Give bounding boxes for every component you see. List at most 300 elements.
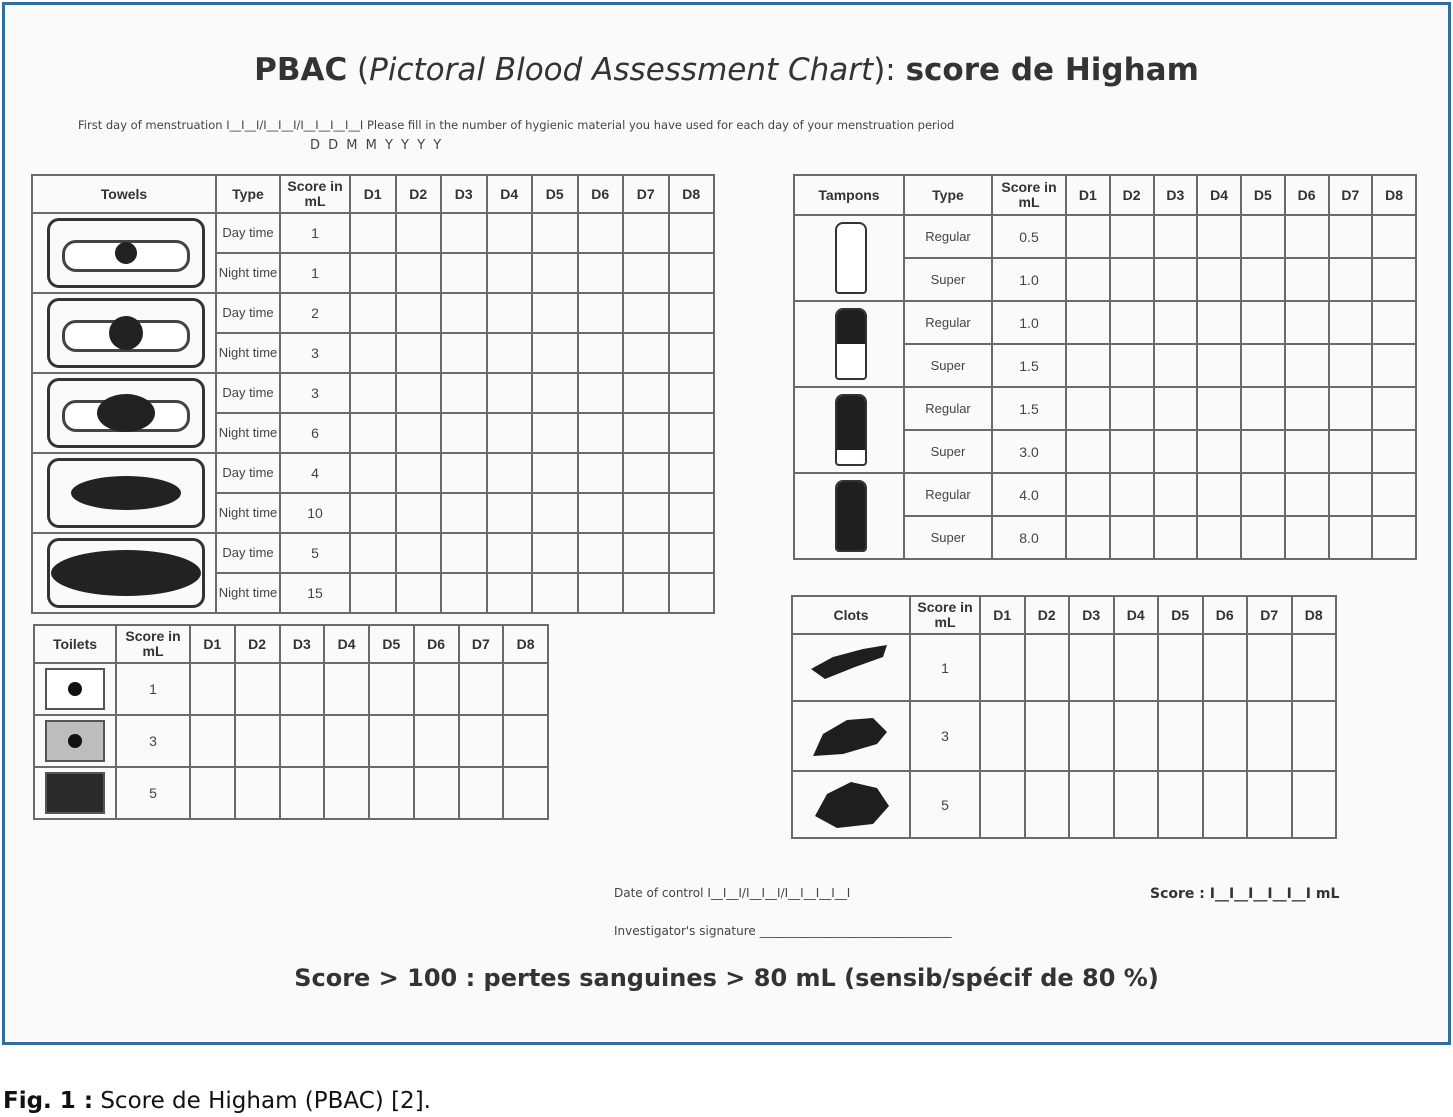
day-cell[interactable] <box>623 333 669 373</box>
day-header: D8 <box>503 625 548 663</box>
day-cell[interactable] <box>235 663 280 715</box>
day-cell[interactable] <box>1292 771 1337 838</box>
day-cell[interactable] <box>503 767 548 819</box>
day-cell[interactable] <box>503 715 548 767</box>
day-header: D1 <box>1066 175 1110 215</box>
score-cell: 1.5 <box>992 387 1066 430</box>
day-cell[interactable] <box>623 253 669 293</box>
day-cell[interactable] <box>1241 387 1285 430</box>
score-header: Score in mL <box>910 596 980 634</box>
type-cell: Super <box>904 344 992 387</box>
day-cell[interactable] <box>396 293 442 333</box>
instruction-text: Please fill in the number of hygienic material you have used for each day of your menstruation period <box>366 118 955 132</box>
toilet-icon <box>34 767 116 819</box>
day-cell[interactable] <box>578 493 624 533</box>
day-cell[interactable] <box>1203 634 1248 701</box>
day-cell[interactable] <box>1372 473 1416 516</box>
score-header: Score in mL <box>116 625 190 663</box>
day-cell[interactable] <box>487 493 533 533</box>
day-cell[interactable] <box>414 663 459 715</box>
day-cell[interactable] <box>190 663 235 715</box>
day-cell[interactable] <box>487 333 533 373</box>
day-cell[interactable] <box>1114 771 1159 838</box>
day-cell[interactable] <box>1066 387 1110 430</box>
day-cell[interactable] <box>669 573 715 613</box>
day-cell[interactable] <box>350 493 396 533</box>
day-cell[interactable] <box>1197 516 1241 559</box>
day-cell[interactable] <box>1154 344 1198 387</box>
day-cell[interactable] <box>623 293 669 333</box>
day-cell[interactable] <box>503 663 548 715</box>
day-cell[interactable] <box>1025 771 1070 838</box>
table-row <box>792 701 1336 771</box>
day-cell[interactable] <box>1110 430 1154 473</box>
score-cell: 1.0 <box>992 258 1066 301</box>
day-cell[interactable] <box>532 213 578 253</box>
score-cell: 1.0 <box>992 301 1066 344</box>
day-cell[interactable] <box>1329 258 1373 301</box>
day-cell[interactable] <box>441 293 487 333</box>
day-cell[interactable] <box>1241 258 1285 301</box>
score-cell: 0.5 <box>992 215 1066 258</box>
day-cell[interactable] <box>350 373 396 413</box>
day-cell[interactable] <box>487 453 533 493</box>
day-cell[interactable] <box>350 413 396 453</box>
day-cell[interactable] <box>578 213 624 253</box>
day-cell[interactable] <box>1158 771 1203 838</box>
day-cell[interactable] <box>396 573 442 613</box>
score-cell: 3.0 <box>992 430 1066 473</box>
day-cell[interactable] <box>441 573 487 613</box>
toilet-icon <box>34 663 116 715</box>
day-cell[interactable] <box>350 213 396 253</box>
day-cell[interactable] <box>669 253 715 293</box>
day-cell[interactable] <box>669 493 715 533</box>
type-cell: Day time <box>216 293 280 333</box>
score-cell: 6 <box>280 413 350 453</box>
type-cell: Regular <box>904 301 992 344</box>
day-cell[interactable] <box>396 333 442 373</box>
day-cell[interactable] <box>669 293 715 333</box>
day-cell[interactable] <box>1372 215 1416 258</box>
day-cell[interactable] <box>980 701 1025 771</box>
tampon-icon <box>794 301 904 387</box>
tampon-icon <box>794 473 904 559</box>
day-header: D7 <box>623 175 669 213</box>
day-cell[interactable] <box>578 373 624 413</box>
clot-icon <box>792 634 910 701</box>
towel-icon <box>32 373 216 453</box>
day-cell[interactable] <box>578 413 624 453</box>
day-header: D5 <box>1158 596 1203 634</box>
day-cell[interactable] <box>441 253 487 293</box>
day-cell[interactable] <box>280 663 325 715</box>
day-header: D4 <box>487 175 533 213</box>
day-cell[interactable] <box>1110 215 1154 258</box>
day-cell[interactable] <box>1285 430 1329 473</box>
day-cell[interactable] <box>623 373 669 413</box>
first-day-label: First day of menstruation <box>78 118 223 132</box>
day-cell[interactable] <box>532 453 578 493</box>
type-cell: Super <box>904 258 992 301</box>
score-cell: 1 <box>280 253 350 293</box>
day-cell[interactable] <box>1329 430 1373 473</box>
score-cell: 3 <box>116 715 190 767</box>
type-cell: Super <box>904 430 992 473</box>
day-cell[interactable] <box>1110 516 1154 559</box>
day-cell[interactable] <box>350 293 396 333</box>
day-cell[interactable] <box>623 213 669 253</box>
day-cell[interactable] <box>324 715 369 767</box>
day-cell[interactable] <box>487 413 533 453</box>
day-cell[interactable] <box>1154 387 1198 430</box>
day-cell[interactable] <box>1285 473 1329 516</box>
day-cell[interactable] <box>1292 701 1337 771</box>
date-format-hint: D D M M Y Y Y Y <box>310 138 444 153</box>
type-cell: Night time <box>216 253 280 293</box>
day-header: D3 <box>1154 175 1198 215</box>
day-cell[interactable] <box>324 767 369 819</box>
day-cell[interactable] <box>1329 516 1373 559</box>
day-cell[interactable] <box>532 333 578 373</box>
day-header: D1 <box>980 596 1025 634</box>
day-cell[interactable] <box>1110 387 1154 430</box>
day-cell[interactable] <box>1114 634 1159 701</box>
day-cell[interactable] <box>441 413 487 453</box>
day-cell[interactable] <box>235 715 280 767</box>
day-cell[interactable] <box>396 213 442 253</box>
day-cell[interactable] <box>1285 516 1329 559</box>
day-cell[interactable] <box>459 767 504 819</box>
day-cell[interactable] <box>1372 430 1416 473</box>
score-cell: 1 <box>910 634 980 701</box>
day-header: D2 <box>235 625 280 663</box>
towels-table <box>31 174 715 614</box>
day-cell[interactable] <box>369 715 414 767</box>
day-cell[interactable] <box>190 715 235 767</box>
day-cell[interactable] <box>1066 430 1110 473</box>
day-cell[interactable] <box>1158 634 1203 701</box>
score-cell: 1 <box>280 213 350 253</box>
day-header: D7 <box>1247 596 1292 634</box>
day-cell[interactable] <box>414 715 459 767</box>
day-cell[interactable] <box>1066 215 1110 258</box>
day-cell[interactable] <box>441 493 487 533</box>
day-cell[interactable] <box>578 453 624 493</box>
day-cell[interactable] <box>1066 516 1110 559</box>
day-cell[interactable] <box>1329 344 1373 387</box>
day-cell[interactable] <box>1241 430 1285 473</box>
day-cell[interactable] <box>669 333 715 373</box>
day-cell[interactable] <box>1197 258 1241 301</box>
table-row <box>794 387 1416 430</box>
day-cell[interactable] <box>1372 516 1416 559</box>
score-cell: 1.5 <box>992 344 1066 387</box>
day-cell[interactable] <box>1329 215 1373 258</box>
day-cell[interactable] <box>350 253 396 293</box>
day-cell[interactable] <box>1285 387 1329 430</box>
day-header: D7 <box>1329 175 1373 215</box>
day-cell[interactable] <box>1247 771 1292 838</box>
day-cell[interactable] <box>532 533 578 573</box>
day-cell[interactable] <box>980 634 1025 701</box>
day-cell[interactable] <box>1197 344 1241 387</box>
day-cell[interactable] <box>1114 701 1159 771</box>
type-header: Type <box>216 175 280 213</box>
day-cell[interactable] <box>669 453 715 493</box>
day-cell[interactable] <box>1241 516 1285 559</box>
tampon-icon <box>794 387 904 473</box>
day-header: D6 <box>1285 175 1329 215</box>
day-cell[interactable] <box>623 573 669 613</box>
date-of-control <box>614 886 850 900</box>
day-cell[interactable] <box>669 413 715 453</box>
day-cell[interactable] <box>1285 301 1329 344</box>
day-cell[interactable] <box>1203 771 1248 838</box>
toilet-icon <box>34 715 116 767</box>
day-cell[interactable] <box>280 715 325 767</box>
day-header: D5 <box>1241 175 1285 215</box>
day-cell[interactable] <box>396 373 442 413</box>
day-cell[interactable] <box>1154 258 1198 301</box>
tampon-icon <box>794 215 904 301</box>
day-cell[interactable] <box>396 253 442 293</box>
day-cell[interactable] <box>487 533 533 573</box>
day-cell[interactable] <box>1285 258 1329 301</box>
figure-caption: Fig. 1 : Score de Higham (PBAC) [2]. <box>3 1088 431 1114</box>
day-cell[interactable] <box>1197 387 1241 430</box>
day-cell[interactable] <box>1154 215 1198 258</box>
day-cell[interactable] <box>1197 215 1241 258</box>
day-cell[interactable] <box>532 373 578 413</box>
day-cell[interactable] <box>980 771 1025 838</box>
day-cell[interactable] <box>459 663 504 715</box>
day-cell[interactable] <box>1110 258 1154 301</box>
day-cell[interactable] <box>487 373 533 413</box>
day-cell[interactable] <box>1372 344 1416 387</box>
score-cell: 3 <box>280 373 350 413</box>
day-cell[interactable] <box>1197 430 1241 473</box>
day-cell[interactable] <box>350 533 396 573</box>
day-cell[interactable] <box>1110 473 1154 516</box>
type-cell: Day time <box>216 373 280 413</box>
table-row <box>794 473 1416 516</box>
score-cell: 4.0 <box>992 473 1066 516</box>
day-cell[interactable] <box>578 573 624 613</box>
day-header: D2 <box>1025 596 1070 634</box>
day-header: D6 <box>1203 596 1248 634</box>
day-header: D8 <box>1292 596 1337 634</box>
day-cell[interactable] <box>441 373 487 413</box>
day-cell[interactable] <box>578 533 624 573</box>
day-cell[interactable] <box>623 533 669 573</box>
day-cell[interactable] <box>1066 301 1110 344</box>
day-cell[interactable] <box>623 493 669 533</box>
date-of-control-field: I__I__I/I__I__I/I__I__I__I__I <box>707 886 851 900</box>
day-cell[interactable] <box>396 453 442 493</box>
tampons-header: Tampons <box>794 175 904 215</box>
day-cell[interactable] <box>1247 634 1292 701</box>
day-cell[interactable] <box>1241 215 1285 258</box>
score-total-field: I__I__I__I__I__I mL <box>1209 886 1340 902</box>
day-cell[interactable] <box>1285 344 1329 387</box>
score-cell: 3 <box>280 333 350 373</box>
summary-text: Score > 100 : pertes sanguines > 80 mL (sensib/spécif de 80 %) <box>294 964 1159 992</box>
score-cell: 5 <box>910 771 980 838</box>
score-cell: 3 <box>910 701 980 771</box>
day-cell[interactable] <box>441 453 487 493</box>
day-cell[interactable] <box>532 493 578 533</box>
table-row <box>32 453 714 493</box>
score-cell: 5 <box>280 533 350 573</box>
day-cell[interactable] <box>1066 344 1110 387</box>
day-cell[interactable] <box>1066 258 1110 301</box>
day-header: D2 <box>396 175 442 213</box>
day-header: D3 <box>1069 596 1114 634</box>
signature-line: ________________________________ <box>759 924 952 938</box>
day-cell[interactable] <box>1069 634 1114 701</box>
day-header: D3 <box>441 175 487 213</box>
day-cell[interactable] <box>369 767 414 819</box>
day-cell[interactable] <box>441 333 487 373</box>
day-cell[interactable] <box>1285 215 1329 258</box>
day-cell[interactable] <box>487 253 533 293</box>
day-cell[interactable] <box>1158 701 1203 771</box>
day-cell[interactable] <box>350 333 396 373</box>
day-cell[interactable] <box>1292 634 1337 701</box>
date-of-control-label: Date of control <box>614 886 704 900</box>
day-cell[interactable] <box>1069 771 1114 838</box>
day-cell[interactable] <box>1329 387 1373 430</box>
day-cell[interactable] <box>350 453 396 493</box>
day-header: D1 <box>190 625 235 663</box>
day-cell[interactable] <box>441 533 487 573</box>
day-cell[interactable] <box>623 413 669 453</box>
score-header: Score in mL <box>992 175 1066 215</box>
table-row <box>794 301 1416 344</box>
table-row <box>792 771 1336 838</box>
chart-title: PBAC (Pictoral Blood Assessment Chart): score de Higham <box>254 52 1199 88</box>
day-cell[interactable] <box>578 333 624 373</box>
day-cell[interactable] <box>235 767 280 819</box>
signature-label: Investigator's signature <box>614 924 756 938</box>
day-cell[interactable] <box>1154 516 1198 559</box>
day-header: D4 <box>324 625 369 663</box>
towel-icon <box>32 293 216 373</box>
score-cell: 1 <box>116 663 190 715</box>
day-cell[interactable] <box>1154 473 1198 516</box>
day-cell[interactable] <box>396 533 442 573</box>
day-cell[interactable] <box>669 373 715 413</box>
investigator-signature <box>614 924 952 938</box>
score-cell: 2 <box>280 293 350 333</box>
tampons-table <box>793 174 1417 560</box>
day-cell[interactable] <box>350 573 396 613</box>
day-cell[interactable] <box>532 413 578 453</box>
day-header: D8 <box>669 175 715 213</box>
day-cell[interactable] <box>396 493 442 533</box>
day-cell[interactable] <box>487 293 533 333</box>
table-row <box>32 373 714 413</box>
day-header: D2 <box>1110 175 1154 215</box>
type-cell: Night time <box>216 333 280 373</box>
day-cell[interactable] <box>1372 387 1416 430</box>
day-cell[interactable] <box>459 715 504 767</box>
clot-icon <box>792 771 910 838</box>
day-cell[interactable] <box>532 573 578 613</box>
day-cell[interactable] <box>669 213 715 253</box>
clots-table <box>791 595 1337 839</box>
day-cell[interactable] <box>1025 634 1070 701</box>
day-cell[interactable] <box>487 573 533 613</box>
day-cell[interactable] <box>1154 301 1198 344</box>
day-header: D1 <box>350 175 396 213</box>
day-cell[interactable] <box>1069 701 1114 771</box>
day-cell[interactable] <box>1241 344 1285 387</box>
day-cell[interactable] <box>1110 344 1154 387</box>
day-cell[interactable] <box>532 253 578 293</box>
type-cell: Super <box>904 516 992 559</box>
day-cell[interactable] <box>441 213 487 253</box>
day-cell[interactable] <box>1066 473 1110 516</box>
score-cell: 15 <box>280 573 350 613</box>
day-header: D8 <box>1372 175 1416 215</box>
score-total <box>1150 886 1339 902</box>
day-cell[interactable] <box>532 293 578 333</box>
day-cell[interactable] <box>1372 258 1416 301</box>
day-cell[interactable] <box>280 767 325 819</box>
day-cell[interactable] <box>1154 430 1198 473</box>
day-cell[interactable] <box>396 413 442 453</box>
day-cell[interactable] <box>1241 301 1285 344</box>
day-cell[interactable] <box>1197 301 1241 344</box>
day-header: D6 <box>414 625 459 663</box>
score-cell: 10 <box>280 493 350 533</box>
day-cell[interactable] <box>1329 301 1373 344</box>
table-row <box>32 213 714 253</box>
table-row <box>34 715 548 767</box>
table-row <box>34 663 548 715</box>
day-cell[interactable] <box>1247 701 1292 771</box>
day-cell[interactable] <box>369 663 414 715</box>
first-day-date-field: I__I__I/I__I__I/I__I__I__I__I <box>226 118 364 132</box>
table-row <box>34 767 548 819</box>
day-cell[interactable] <box>578 253 624 293</box>
clots-header: Clots <box>792 596 910 634</box>
type-cell: Day time <box>216 533 280 573</box>
day-cell[interactable] <box>623 453 669 493</box>
score-cell: 5 <box>116 767 190 819</box>
day-cell[interactable] <box>669 533 715 573</box>
day-cell[interactable] <box>190 767 235 819</box>
day-cell[interactable] <box>1110 301 1154 344</box>
type-cell: Regular <box>904 387 992 430</box>
day-cell[interactable] <box>1241 473 1285 516</box>
day-cell[interactable] <box>1197 473 1241 516</box>
day-cell[interactable] <box>578 293 624 333</box>
day-cell[interactable] <box>1203 701 1248 771</box>
day-cell[interactable] <box>487 213 533 253</box>
day-cell[interactable] <box>414 767 459 819</box>
day-header: D4 <box>1114 596 1159 634</box>
day-cell[interactable] <box>1025 701 1070 771</box>
day-cell[interactable] <box>324 663 369 715</box>
day-cell[interactable] <box>1329 473 1373 516</box>
day-cell[interactable] <box>1372 301 1416 344</box>
score-total-label: Score : <box>1150 886 1205 902</box>
score-cell: 8.0 <box>992 516 1066 559</box>
day-header: D5 <box>369 625 414 663</box>
